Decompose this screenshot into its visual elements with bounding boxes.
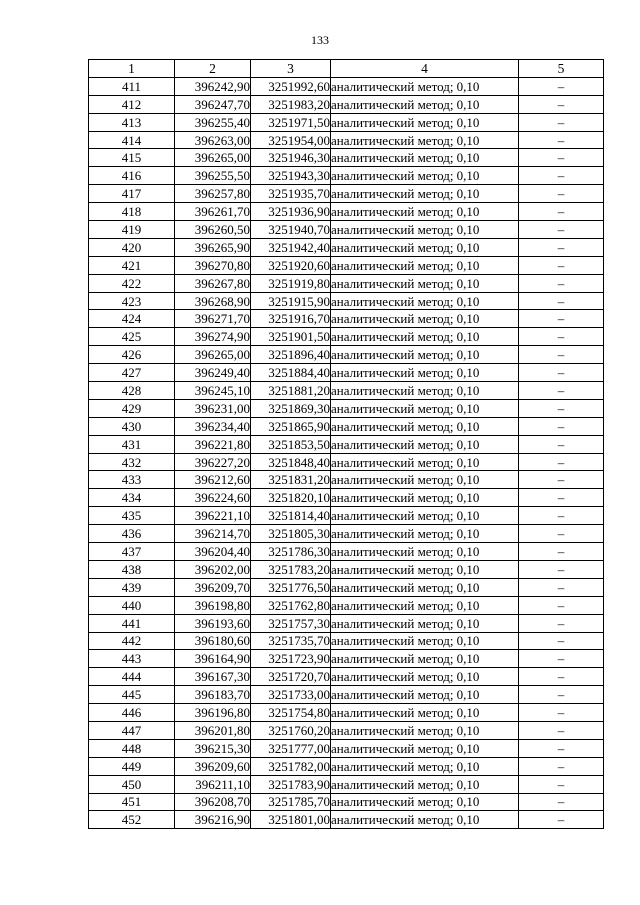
cell-method-accuracy: аналитический метод; 0,10 xyxy=(331,256,519,274)
cell-y-coordinate: 3251971,50 xyxy=(251,113,331,131)
cell-note: – xyxy=(519,131,604,149)
cell-note: – xyxy=(519,704,604,722)
cell-note: – xyxy=(519,793,604,811)
table-row xyxy=(89,471,604,489)
cell-x-coordinate: 396209,60 xyxy=(175,757,251,775)
cell-x-coordinate: 396221,10 xyxy=(175,507,251,525)
cell-y-coordinate: 3251777,00 xyxy=(251,739,331,757)
table-row xyxy=(89,578,604,596)
cell-note: – xyxy=(519,489,604,507)
table-row xyxy=(89,310,604,328)
table-row xyxy=(89,650,604,668)
cell-point-number: 449 xyxy=(89,757,175,775)
cell-y-coordinate: 3251801,00 xyxy=(251,811,331,829)
cell-x-coordinate: 396270,80 xyxy=(175,256,251,274)
cell-x-coordinate: 396202,00 xyxy=(175,560,251,578)
cell-method-accuracy: аналитический метод; 0,10 xyxy=(331,310,519,328)
cell-note: – xyxy=(519,453,604,471)
cell-y-coordinate: 3251946,30 xyxy=(251,149,331,167)
cell-point-number: 436 xyxy=(89,525,175,543)
cell-method-accuracy: аналитический метод; 0,10 xyxy=(331,203,519,221)
cell-y-coordinate: 3251723,90 xyxy=(251,650,331,668)
cell-point-number: 418 xyxy=(89,203,175,221)
cell-method-accuracy: аналитический метод; 0,10 xyxy=(331,793,519,811)
cell-x-coordinate: 396255,50 xyxy=(175,167,251,185)
table-row xyxy=(89,775,604,793)
cell-point-number: 426 xyxy=(89,346,175,364)
cell-x-coordinate: 396255,40 xyxy=(175,113,251,131)
cell-x-coordinate: 396164,90 xyxy=(175,650,251,668)
cell-x-coordinate: 396265,90 xyxy=(175,238,251,256)
cell-method-accuracy: аналитический метод; 0,10 xyxy=(331,167,519,185)
cell-point-number: 439 xyxy=(89,578,175,596)
table-row xyxy=(89,274,604,292)
cell-note: – xyxy=(519,292,604,310)
cell-note: – xyxy=(519,77,604,95)
cell-x-coordinate: 396234,40 xyxy=(175,417,251,435)
cell-y-coordinate: 3251720,70 xyxy=(251,668,331,686)
table-row xyxy=(89,560,604,578)
cell-method-accuracy: аналитический метод; 0,10 xyxy=(331,328,519,346)
coordinates-table xyxy=(88,59,604,829)
cell-point-number: 430 xyxy=(89,417,175,435)
cell-y-coordinate: 3251940,70 xyxy=(251,221,331,239)
cell-y-coordinate: 3251935,70 xyxy=(251,185,331,203)
header-col-2: 2 xyxy=(175,60,251,78)
cell-y-coordinate: 3251814,40 xyxy=(251,507,331,525)
cell-y-coordinate: 3251916,70 xyxy=(251,310,331,328)
cell-y-coordinate: 3251915,90 xyxy=(251,292,331,310)
cell-point-number: 417 xyxy=(89,185,175,203)
table-row xyxy=(89,435,604,453)
header-col-1: 1 xyxy=(89,60,175,78)
cell-y-coordinate: 3251831,20 xyxy=(251,471,331,489)
cell-x-coordinate: 396196,80 xyxy=(175,704,251,722)
cell-x-coordinate: 396221,80 xyxy=(175,435,251,453)
cell-point-number: 416 xyxy=(89,167,175,185)
cell-point-number: 438 xyxy=(89,560,175,578)
cell-x-coordinate: 396214,70 xyxy=(175,525,251,543)
cell-method-accuracy: аналитический метод; 0,10 xyxy=(331,471,519,489)
cell-note: – xyxy=(519,95,604,113)
cell-method-accuracy: аналитический метод; 0,10 xyxy=(331,95,519,113)
table-row xyxy=(89,489,604,507)
cell-point-number: 421 xyxy=(89,256,175,274)
cell-point-number: 437 xyxy=(89,543,175,561)
table-row xyxy=(89,632,604,650)
cell-x-coordinate: 396209,70 xyxy=(175,578,251,596)
cell-note: – xyxy=(519,668,604,686)
cell-point-number: 429 xyxy=(89,399,175,417)
cell-y-coordinate: 3251735,70 xyxy=(251,632,331,650)
cell-point-number: 413 xyxy=(89,113,175,131)
cell-y-coordinate: 3251783,90 xyxy=(251,775,331,793)
cell-method-accuracy: аналитический метод; 0,10 xyxy=(331,274,519,292)
cell-method-accuracy: аналитический метод; 0,10 xyxy=(331,668,519,686)
cell-note: – xyxy=(519,382,604,400)
cell-note: – xyxy=(519,185,604,203)
cell-point-number: 441 xyxy=(89,614,175,632)
cell-point-number: 432 xyxy=(89,453,175,471)
cell-note: – xyxy=(519,167,604,185)
cell-x-coordinate: 396231,00 xyxy=(175,399,251,417)
cell-point-number: 412 xyxy=(89,95,175,113)
header-col-4: 4 xyxy=(331,60,519,78)
cell-x-coordinate: 396261,70 xyxy=(175,203,251,221)
cell-x-coordinate: 396267,80 xyxy=(175,274,251,292)
cell-x-coordinate: 396224,60 xyxy=(175,489,251,507)
cell-method-accuracy: аналитический метод; 0,10 xyxy=(331,221,519,239)
cell-x-coordinate: 396247,70 xyxy=(175,95,251,113)
table-row xyxy=(89,256,604,274)
cell-y-coordinate: 3251901,50 xyxy=(251,328,331,346)
cell-x-coordinate: 396265,00 xyxy=(175,149,251,167)
cell-method-accuracy: аналитический метод; 0,10 xyxy=(331,543,519,561)
cell-note: – xyxy=(519,578,604,596)
cell-y-coordinate: 3251786,30 xyxy=(251,543,331,561)
cell-x-coordinate: 396227,20 xyxy=(175,453,251,471)
cell-y-coordinate: 3251785,70 xyxy=(251,793,331,811)
cell-y-coordinate: 3251762,80 xyxy=(251,596,331,614)
cell-method-accuracy: аналитический метод; 0,10 xyxy=(331,721,519,739)
cell-method-accuracy: аналитический метод; 0,10 xyxy=(331,507,519,525)
cell-x-coordinate: 396242,90 xyxy=(175,77,251,95)
cell-note: – xyxy=(519,614,604,632)
cell-note: – xyxy=(519,399,604,417)
cell-point-number: 443 xyxy=(89,650,175,668)
cell-note: – xyxy=(519,203,604,221)
cell-y-coordinate: 3251992,60 xyxy=(251,77,331,95)
table-row xyxy=(89,221,604,239)
cell-method-accuracy: аналитический метод; 0,10 xyxy=(331,650,519,668)
table-row xyxy=(89,596,604,614)
cell-y-coordinate: 3251865,90 xyxy=(251,417,331,435)
cell-note: – xyxy=(519,560,604,578)
cell-point-number: 419 xyxy=(89,221,175,239)
cell-x-coordinate: 396245,10 xyxy=(175,382,251,400)
table-row xyxy=(89,507,604,525)
cell-y-coordinate: 3251760,20 xyxy=(251,721,331,739)
cell-y-coordinate: 3251881,20 xyxy=(251,382,331,400)
cell-y-coordinate: 3251954,00 xyxy=(251,131,331,149)
cell-method-accuracy: аналитический метод; 0,10 xyxy=(331,131,519,149)
cell-point-number: 446 xyxy=(89,704,175,722)
table-row xyxy=(89,721,604,739)
table-header xyxy=(89,60,604,78)
cell-point-number: 423 xyxy=(89,292,175,310)
cell-note: – xyxy=(519,328,604,346)
cell-y-coordinate: 3251782,00 xyxy=(251,757,331,775)
table-row xyxy=(89,686,604,704)
cell-point-number: 448 xyxy=(89,739,175,757)
table-row xyxy=(89,614,604,632)
table-row xyxy=(89,149,604,167)
cell-x-coordinate: 396268,90 xyxy=(175,292,251,310)
cell-method-accuracy: аналитический метод; 0,10 xyxy=(331,417,519,435)
cell-method-accuracy: аналитический метод; 0,10 xyxy=(331,560,519,578)
cell-note: – xyxy=(519,543,604,561)
cell-x-coordinate: 396204,40 xyxy=(175,543,251,561)
cell-method-accuracy: аналитический метод; 0,10 xyxy=(331,149,519,167)
cell-note: – xyxy=(519,632,604,650)
cell-method-accuracy: аналитический метод; 0,10 xyxy=(331,739,519,757)
cell-note: – xyxy=(519,757,604,775)
cell-y-coordinate: 3251919,80 xyxy=(251,274,331,292)
cell-x-coordinate: 396212,60 xyxy=(175,471,251,489)
cell-method-accuracy: аналитический метод; 0,10 xyxy=(331,185,519,203)
table-row xyxy=(89,757,604,775)
cell-note: – xyxy=(519,739,604,757)
table-row xyxy=(89,328,604,346)
cell-y-coordinate: 3251920,60 xyxy=(251,256,331,274)
cell-method-accuracy: аналитический метод; 0,10 xyxy=(331,435,519,453)
cell-y-coordinate: 3251783,20 xyxy=(251,560,331,578)
cell-y-coordinate: 3251869,30 xyxy=(251,399,331,417)
table-row xyxy=(89,95,604,113)
cell-x-coordinate: 396167,30 xyxy=(175,668,251,686)
cell-x-coordinate: 396211,10 xyxy=(175,775,251,793)
cell-note: – xyxy=(519,507,604,525)
table-row xyxy=(89,525,604,543)
header-col-3: 3 xyxy=(251,60,331,78)
cell-y-coordinate: 3251848,40 xyxy=(251,453,331,471)
table-row xyxy=(89,238,604,256)
cell-method-accuracy: аналитический метод; 0,10 xyxy=(331,346,519,364)
cell-x-coordinate: 396216,90 xyxy=(175,811,251,829)
cell-method-accuracy: аналитический метод; 0,10 xyxy=(331,811,519,829)
table-row xyxy=(89,346,604,364)
table-row xyxy=(89,417,604,435)
cell-x-coordinate: 396180,60 xyxy=(175,632,251,650)
cell-point-number: 427 xyxy=(89,364,175,382)
cell-note: – xyxy=(519,471,604,489)
table-row xyxy=(89,77,604,95)
cell-x-coordinate: 396183,70 xyxy=(175,686,251,704)
table-row xyxy=(89,399,604,417)
cell-note: – xyxy=(519,596,604,614)
table-body xyxy=(89,77,604,828)
cell-point-number: 447 xyxy=(89,721,175,739)
cell-method-accuracy: аналитический метод; 0,10 xyxy=(331,489,519,507)
cell-point-number: 445 xyxy=(89,686,175,704)
cell-x-coordinate: 396265,00 xyxy=(175,346,251,364)
cell-x-coordinate: 396208,70 xyxy=(175,793,251,811)
table-row xyxy=(89,811,604,829)
cell-method-accuracy: аналитический метод; 0,10 xyxy=(331,364,519,382)
table-row xyxy=(89,167,604,185)
cell-point-number: 425 xyxy=(89,328,175,346)
cell-method-accuracy: аналитический метод; 0,10 xyxy=(331,578,519,596)
cell-note: – xyxy=(519,256,604,274)
cell-note: – xyxy=(519,811,604,829)
cell-x-coordinate: 396257,80 xyxy=(175,185,251,203)
cell-point-number: 428 xyxy=(89,382,175,400)
cell-note: – xyxy=(519,775,604,793)
cell-y-coordinate: 3251776,50 xyxy=(251,578,331,596)
cell-note: – xyxy=(519,686,604,704)
cell-y-coordinate: 3251896,40 xyxy=(251,346,331,364)
cell-y-coordinate: 3251754,80 xyxy=(251,704,331,722)
cell-y-coordinate: 3251943,30 xyxy=(251,167,331,185)
cell-note: – xyxy=(519,650,604,668)
table-row xyxy=(89,364,604,382)
table-row xyxy=(89,113,604,131)
cell-x-coordinate: 396198,80 xyxy=(175,596,251,614)
cell-point-number: 440 xyxy=(89,596,175,614)
cell-method-accuracy: аналитический метод; 0,10 xyxy=(331,453,519,471)
cell-method-accuracy: аналитический метод; 0,10 xyxy=(331,77,519,95)
cell-x-coordinate: 396260,50 xyxy=(175,221,251,239)
cell-y-coordinate: 3251942,40 xyxy=(251,238,331,256)
cell-note: – xyxy=(519,113,604,131)
cell-x-coordinate: 396249,40 xyxy=(175,364,251,382)
cell-note: – xyxy=(519,435,604,453)
cell-point-number: 433 xyxy=(89,471,175,489)
cell-note: – xyxy=(519,525,604,543)
cell-method-accuracy: аналитический метод; 0,10 xyxy=(331,399,519,417)
cell-method-accuracy: аналитический метод; 0,10 xyxy=(331,757,519,775)
table-row xyxy=(89,793,604,811)
cell-note: – xyxy=(519,149,604,167)
cell-point-number: 442 xyxy=(89,632,175,650)
page-number: 133 xyxy=(311,33,329,47)
cell-note: – xyxy=(519,221,604,239)
cell-point-number: 444 xyxy=(89,668,175,686)
cell-method-accuracy: аналитический метод; 0,10 xyxy=(331,382,519,400)
cell-point-number: 424 xyxy=(89,310,175,328)
cell-method-accuracy: аналитический метод; 0,10 xyxy=(331,525,519,543)
table-row xyxy=(89,131,604,149)
cell-method-accuracy: аналитический метод; 0,10 xyxy=(331,292,519,310)
cell-point-number: 414 xyxy=(89,131,175,149)
cell-note: – xyxy=(519,721,604,739)
cell-y-coordinate: 3251853,50 xyxy=(251,435,331,453)
cell-point-number: 415 xyxy=(89,149,175,167)
cell-point-number: 452 xyxy=(89,811,175,829)
cell-method-accuracy: аналитический метод; 0,10 xyxy=(331,113,519,131)
cell-note: – xyxy=(519,364,604,382)
cell-note: – xyxy=(519,417,604,435)
cell-y-coordinate: 3251983,20 xyxy=(251,95,331,113)
cell-point-number: 451 xyxy=(89,793,175,811)
cell-y-coordinate: 3251884,40 xyxy=(251,364,331,382)
cell-method-accuracy: аналитический метод; 0,10 xyxy=(331,704,519,722)
table-row xyxy=(89,382,604,400)
cell-y-coordinate: 3251757,30 xyxy=(251,614,331,632)
cell-method-accuracy: аналитический метод; 0,10 xyxy=(331,596,519,614)
table-row xyxy=(89,704,604,722)
cell-point-number: 435 xyxy=(89,507,175,525)
cell-x-coordinate: 396215,30 xyxy=(175,739,251,757)
cell-note: – xyxy=(519,238,604,256)
table-row xyxy=(89,739,604,757)
cell-x-coordinate: 396201,80 xyxy=(175,721,251,739)
cell-method-accuracy: аналитический метод; 0,10 xyxy=(331,686,519,704)
table-row xyxy=(89,185,604,203)
cell-note: – xyxy=(519,274,604,292)
cell-y-coordinate: 3251733,00 xyxy=(251,686,331,704)
table-row xyxy=(89,453,604,471)
cell-point-number: 422 xyxy=(89,274,175,292)
cell-y-coordinate: 3251936,90 xyxy=(251,203,331,221)
cell-y-coordinate: 3251805,30 xyxy=(251,525,331,543)
cell-note: – xyxy=(519,310,604,328)
cell-x-coordinate: 396271,70 xyxy=(175,310,251,328)
cell-point-number: 420 xyxy=(89,238,175,256)
table-row xyxy=(89,543,604,561)
cell-y-coordinate: 3251820,10 xyxy=(251,489,331,507)
cell-point-number: 411 xyxy=(89,77,175,95)
cell-method-accuracy: аналитический метод; 0,10 xyxy=(331,614,519,632)
cell-x-coordinate: 396193,60 xyxy=(175,614,251,632)
cell-x-coordinate: 396263,00 xyxy=(175,131,251,149)
header-col-5: 5 xyxy=(519,60,604,78)
cell-point-number: 431 xyxy=(89,435,175,453)
table-row xyxy=(89,203,604,221)
cell-x-coordinate: 396274,90 xyxy=(175,328,251,346)
cell-point-number: 434 xyxy=(89,489,175,507)
cell-point-number: 450 xyxy=(89,775,175,793)
cell-method-accuracy: аналитический метод; 0,10 xyxy=(331,238,519,256)
table-row xyxy=(89,668,604,686)
cell-method-accuracy: аналитический метод; 0,10 xyxy=(331,775,519,793)
cell-method-accuracy: аналитический метод; 0,10 xyxy=(331,632,519,650)
cell-note: – xyxy=(519,346,604,364)
table-row xyxy=(89,292,604,310)
header-row xyxy=(89,60,604,78)
